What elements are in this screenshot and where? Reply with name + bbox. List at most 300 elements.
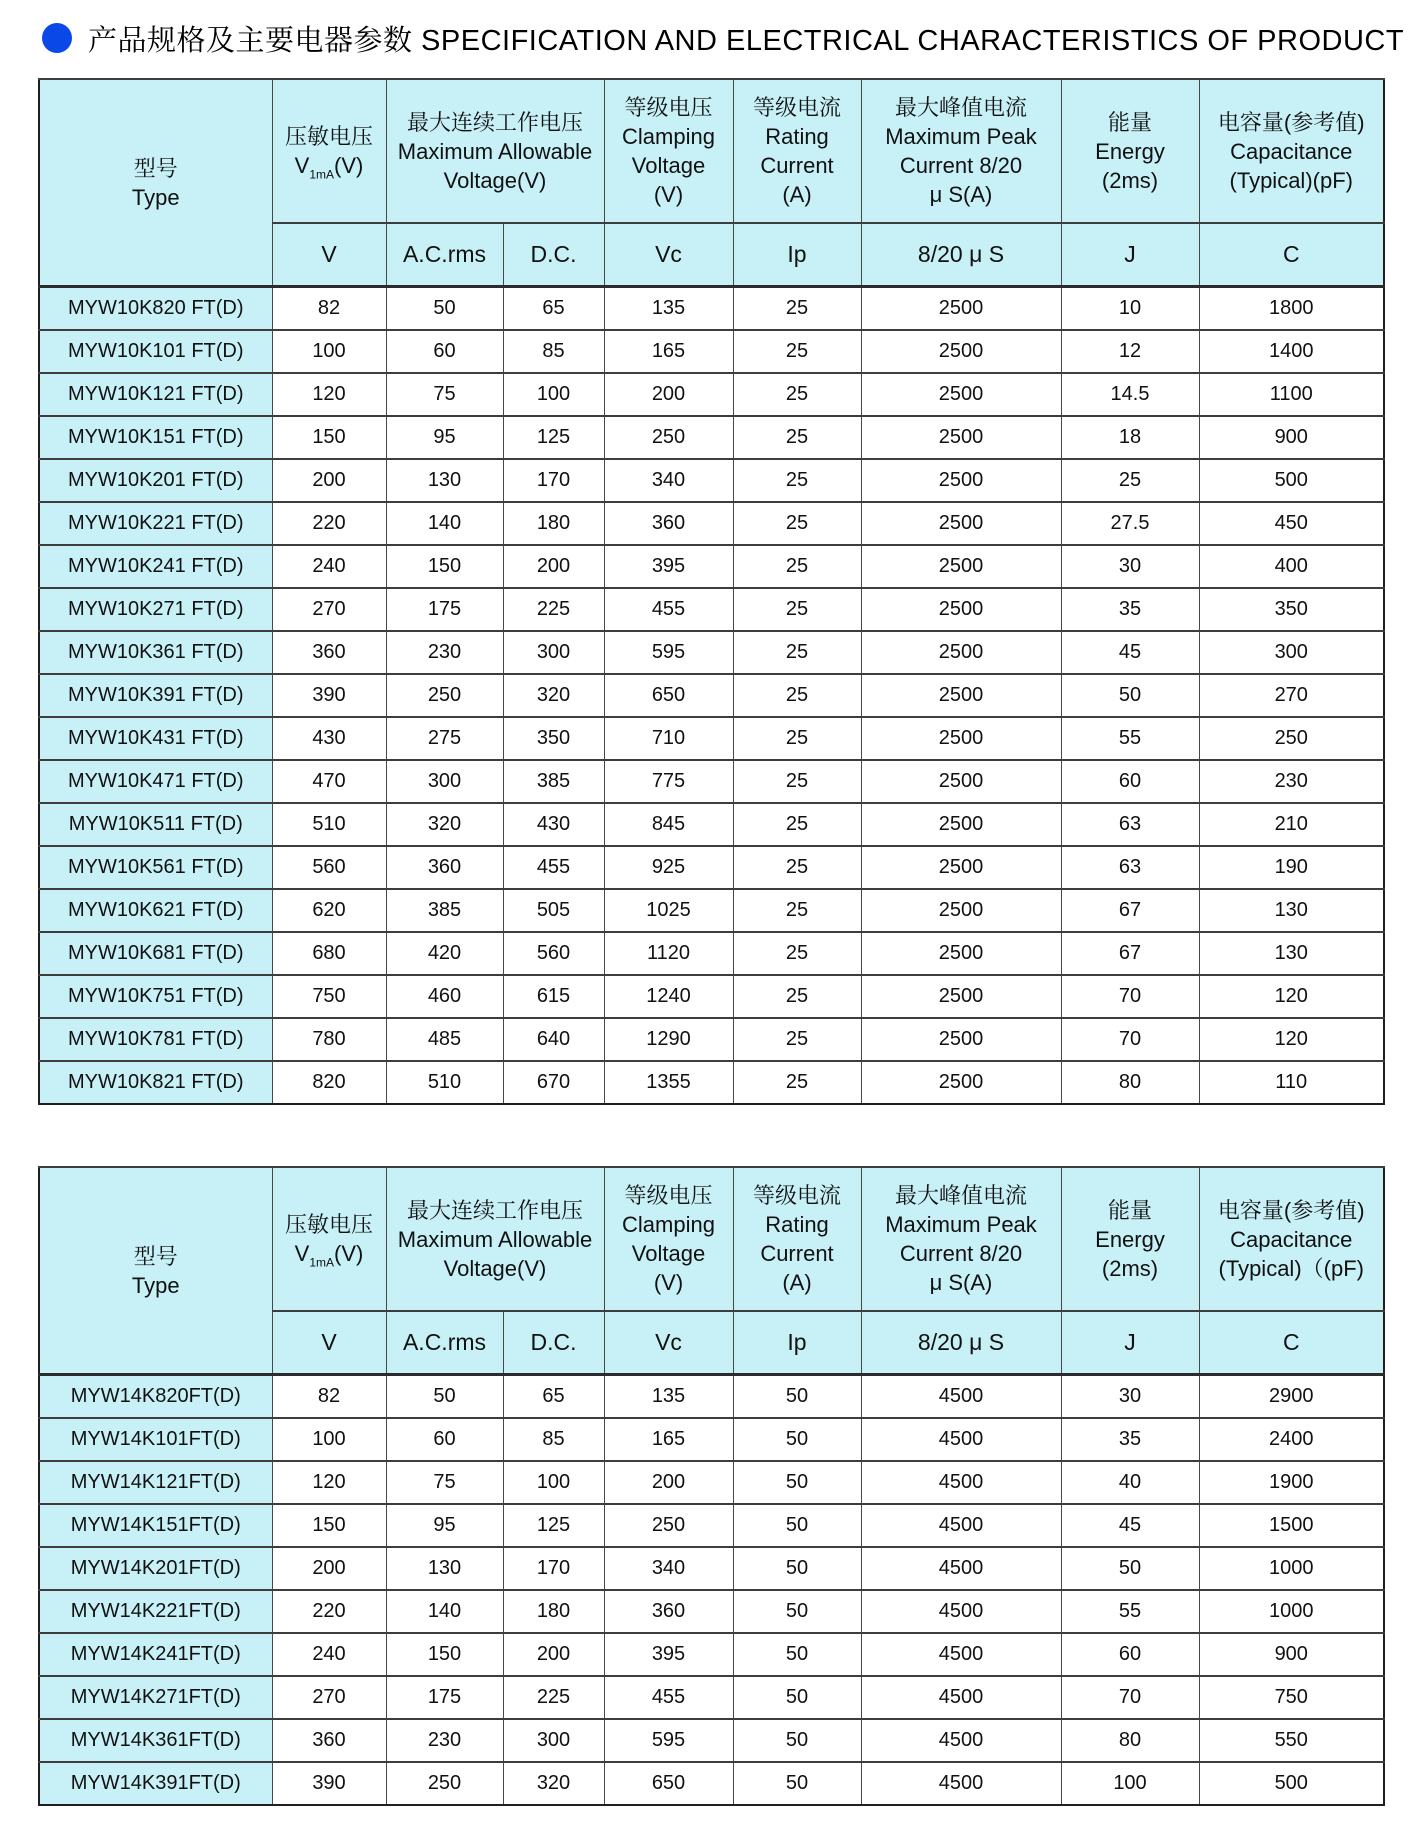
value-cell: 360 [272, 1719, 386, 1762]
header-line: Voltage [631, 1241, 706, 1266]
header-line: 电容量(参考值) [1217, 109, 1365, 135]
value-cell: 200 [503, 1633, 604, 1676]
header-cell [272, 1167, 386, 1311]
header-line: 等级电压 [624, 1183, 713, 1208]
value-cell: 270 [272, 588, 386, 631]
value-cell: 50 [386, 287, 503, 330]
value-cell: 125 [503, 416, 604, 459]
header-line: Voltage [631, 153, 706, 178]
header-line: Type [131, 184, 180, 210]
value-cell: 60 [1061, 1633, 1199, 1676]
value-cell: 500 [1199, 459, 1384, 502]
value-cell: 710 [604, 717, 733, 760]
value-cell: 60 [386, 1418, 503, 1461]
header-line: 最大连续工作电压 [406, 1197, 583, 1223]
value-cell: 125 [503, 1504, 604, 1547]
v1ma-suffix: (V) [334, 1241, 364, 1266]
value-cell: 25 [733, 502, 861, 545]
value-cell: 230 [386, 631, 503, 674]
page-title: 产品规格及主要电器参数 SPECIFICATION AND ELECTRICAL CHARACTERISTICS OF PRODUCT [88, 24, 1405, 57]
value-cell: 130 [1199, 932, 1384, 975]
value-cell: 200 [604, 373, 733, 416]
header-line: 最大峰值电流 [894, 1183, 1027, 1208]
value-cell: 50 [386, 1375, 503, 1418]
value-cell: 180 [503, 1590, 604, 1633]
value-cell: 82 [272, 1375, 386, 1418]
header-line: Clamping [622, 1212, 715, 1237]
value-cell: 95 [386, 1504, 503, 1547]
value-cell: 550 [1199, 1719, 1384, 1762]
header-line: (A) [782, 182, 812, 207]
value-cell: 100 [503, 1461, 604, 1504]
value-cell: 65 [503, 287, 604, 330]
value-cell: 50 [733, 1375, 861, 1418]
value-cell: 200 [272, 459, 386, 502]
value-cell: 100 [503, 373, 604, 416]
value-cell: 25 [733, 545, 861, 588]
value-cell: 240 [272, 545, 386, 588]
value-cell: 4500 [861, 1418, 1061, 1461]
value-cell: 130 [1199, 889, 1384, 932]
value-cell: 1240 [604, 975, 733, 1018]
value-cell: 420 [386, 932, 503, 975]
value-cell: 4500 [861, 1633, 1061, 1676]
header-line: 能量 [1107, 109, 1152, 135]
value-cell: 50 [733, 1418, 861, 1461]
header-line: 最大连续工作电压 [406, 109, 583, 135]
type-cell: MYW10K561 FT(D) [39, 846, 272, 889]
type-cell: MYW14K271FT(D) [39, 1676, 272, 1719]
header-line: Energy [1095, 138, 1165, 164]
value-cell: 2900 [1199, 1375, 1384, 1418]
value-cell: 55 [1061, 717, 1199, 760]
type-cell: MYW10K821 FT(D) [39, 1061, 272, 1104]
table-row [39, 1418, 1384, 1461]
value-cell: 50 [733, 1762, 861, 1805]
table-row [39, 1504, 1384, 1547]
table-row [39, 674, 1384, 717]
value-cell: 750 [1199, 1676, 1384, 1719]
value-cell: 250 [386, 1762, 503, 1805]
value-cell: 100 [272, 1418, 386, 1461]
value-cell: 2500 [861, 459, 1061, 502]
value-cell: 200 [272, 1547, 386, 1590]
type-cell: MYW10K511 FT(D) [39, 803, 272, 846]
value-cell: 2500 [861, 330, 1061, 373]
table-row [39, 545, 1384, 588]
table-row [39, 502, 1384, 545]
header-line: Maximum Peak [885, 1212, 1037, 1237]
value-cell: 50 [1061, 674, 1199, 717]
value-cell: 2400 [1199, 1418, 1384, 1461]
value-cell: 63 [1061, 846, 1199, 889]
value-cell: 775 [604, 760, 733, 803]
type-cell: MYW10K820 FT(D) [39, 287, 272, 330]
value-cell: 50 [1061, 1547, 1199, 1590]
header-line: 电容量(参考值) [1217, 1197, 1365, 1223]
v1ma-prefix: V [294, 153, 310, 178]
value-cell: 150 [272, 416, 386, 459]
value-cell: 650 [604, 674, 733, 717]
value-cell: 25 [733, 674, 861, 717]
value-cell: 400 [1199, 545, 1384, 588]
value-cell: 27.5 [1061, 502, 1199, 545]
value-cell: 25 [733, 459, 861, 502]
subheader-cell: Vc [604, 223, 733, 287]
value-cell: 60 [1061, 760, 1199, 803]
type-cell: MYW14K101FT(D) [39, 1418, 272, 1461]
value-cell: 210 [1199, 803, 1384, 846]
value-cell: 455 [503, 846, 604, 889]
value-cell: 2500 [861, 588, 1061, 631]
value-cell: 925 [604, 846, 733, 889]
type-cell: MYW14K820FT(D) [39, 1375, 272, 1418]
header-line: Voltage(V) [443, 167, 547, 193]
header-cell [1061, 1167, 1199, 1311]
table-head [39, 1167, 1384, 1375]
value-cell: 25 [733, 932, 861, 975]
type-cell: MYW14K201FT(D) [39, 1547, 272, 1590]
value-cell: 2500 [861, 932, 1061, 975]
value-cell: 225 [503, 588, 604, 631]
value-cell: 18 [1061, 416, 1199, 459]
value-cell: 25 [733, 803, 861, 846]
value-cell: 120 [272, 373, 386, 416]
type-cell: MYW14K361FT(D) [39, 1719, 272, 1762]
table-row [39, 1762, 1384, 1805]
header-line: (Typical)(pF) [1229, 167, 1353, 193]
value-cell: 63 [1061, 803, 1199, 846]
subheader-cell: D.C. [503, 223, 604, 287]
value-cell: 430 [503, 803, 604, 846]
value-cell: 200 [604, 1461, 733, 1504]
header-cell [861, 79, 1061, 223]
header-line: 最大峰值电流 [894, 95, 1027, 120]
value-cell: 340 [604, 459, 733, 502]
value-cell: 50 [733, 1547, 861, 1590]
subheader-cell: 8/20 μ S [861, 223, 1061, 287]
value-cell: 95 [386, 416, 503, 459]
value-cell: 25 [1061, 459, 1199, 502]
value-cell: 240 [272, 1633, 386, 1676]
header-line: Rating [765, 1212, 829, 1237]
value-cell: 780 [272, 1018, 386, 1061]
value-cell: 360 [604, 1590, 733, 1633]
header-cell [1061, 79, 1199, 223]
value-cell: 10 [1061, 287, 1199, 330]
value-cell: 75 [386, 373, 503, 416]
value-cell: 85 [503, 1418, 604, 1461]
value-cell: 500 [1199, 1762, 1384, 1805]
value-cell: 320 [386, 803, 503, 846]
value-cell: 300 [503, 631, 604, 674]
subheader-cell: A.C.rms [386, 223, 503, 287]
type-cell: MYW14K241FT(D) [39, 1633, 272, 1676]
value-cell: 275 [386, 717, 503, 760]
type-cell: MYW10K391 FT(D) [39, 674, 272, 717]
value-cell: 25 [733, 975, 861, 1018]
v1ma-prefix: V [294, 1241, 310, 1266]
header-line: 等级电流 [752, 1183, 841, 1208]
header-line: Maximum Allowable [397, 1226, 593, 1252]
value-cell: 25 [733, 287, 861, 330]
value-cell: 4500 [861, 1375, 1061, 1418]
table-row [39, 1633, 1384, 1676]
value-cell: 680 [272, 932, 386, 975]
header-line: (A) [782, 1270, 812, 1295]
value-cell: 25 [733, 889, 861, 932]
value-cell: 230 [386, 1719, 503, 1762]
value-cell: 70 [1061, 1676, 1199, 1719]
header-line: Clamping [622, 124, 715, 149]
value-cell: 250 [1199, 717, 1384, 760]
table-row [39, 631, 1384, 674]
value-cell: 25 [733, 416, 861, 459]
subheader-cell: Ip [733, 1311, 861, 1375]
type-cell: MYW10K241 FT(D) [39, 545, 272, 588]
value-cell: 2500 [861, 717, 1061, 760]
value-cell: 560 [272, 846, 386, 889]
header-cell-type [39, 79, 272, 287]
value-cell: 85 [503, 330, 604, 373]
header-cell [861, 1167, 1061, 1311]
value-cell: 1120 [604, 932, 733, 975]
value-cell: 2500 [861, 889, 1061, 932]
value-cell: 320 [503, 1762, 604, 1805]
table-row [39, 975, 1384, 1018]
type-cell: MYW10K751 FT(D) [39, 975, 272, 1018]
header-cell-type [39, 1167, 272, 1375]
table-row [39, 416, 1384, 459]
value-cell: 340 [604, 1547, 733, 1590]
value-cell: 165 [604, 330, 733, 373]
value-cell: 170 [503, 459, 604, 502]
value-cell: 150 [386, 1633, 503, 1676]
table-row [39, 889, 1384, 932]
header-line: Current [760, 153, 834, 178]
spec-table-myw14k [38, 1166, 1383, 1806]
value-cell: 2500 [861, 287, 1061, 330]
value-cell: 25 [733, 330, 861, 373]
header-line: Maximum Allowable [397, 138, 593, 164]
value-cell: 615 [503, 975, 604, 1018]
type-cell: MYW10K431 FT(D) [39, 717, 272, 760]
type-cell: MYW10K681 FT(D) [39, 932, 272, 975]
value-cell: 350 [503, 717, 604, 760]
header-line: Capacitance [1230, 138, 1353, 164]
v1ma-suffix: (V) [334, 153, 364, 178]
header-cell [733, 79, 861, 223]
value-cell: 150 [386, 545, 503, 588]
value-cell: 2500 [861, 846, 1061, 889]
value-cell: 360 [604, 502, 733, 545]
type-cell: MYW10K781 FT(D) [39, 1018, 272, 1061]
header-cell [733, 1167, 861, 1311]
value-cell: 2500 [861, 631, 1061, 674]
value-cell: 455 [604, 588, 733, 631]
spec-table-myw10k [38, 78, 1383, 1105]
table-row [39, 1461, 1384, 1504]
header-line: 型号 [133, 155, 178, 181]
value-cell: 35 [1061, 588, 1199, 631]
value-cell: 640 [503, 1018, 604, 1061]
value-cell: 67 [1061, 932, 1199, 975]
value-cell: 2500 [861, 803, 1061, 846]
value-cell: 50 [733, 1590, 861, 1633]
value-cell: 45 [1061, 1504, 1199, 1547]
value-cell: 900 [1199, 416, 1384, 459]
value-cell: 270 [272, 1676, 386, 1719]
subheader-cell: V [272, 223, 386, 287]
table-row [39, 373, 1384, 416]
value-cell: 320 [503, 674, 604, 717]
header-cell [272, 79, 386, 223]
value-cell: 4500 [861, 1461, 1061, 1504]
subheader-cell: J [1061, 1311, 1199, 1375]
value-cell: 175 [386, 1676, 503, 1719]
value-cell: 2500 [861, 1061, 1061, 1104]
value-cell: 180 [503, 502, 604, 545]
header-line: (V) [653, 182, 684, 207]
value-cell: 2500 [861, 975, 1061, 1018]
value-cell: 55 [1061, 1590, 1199, 1633]
header-line: Type [131, 1272, 180, 1298]
header-cell [386, 79, 604, 223]
value-cell: 25 [733, 373, 861, 416]
value-cell: 165 [604, 1418, 733, 1461]
header-cell [386, 1167, 604, 1311]
table-row [39, 803, 1384, 846]
value-cell: 390 [272, 1762, 386, 1805]
value-cell: 1000 [1199, 1590, 1384, 1633]
value-cell: 4500 [861, 1504, 1061, 1547]
value-cell: 430 [272, 717, 386, 760]
value-cell: 505 [503, 889, 604, 932]
value-cell: 120 [1199, 1018, 1384, 1061]
value-cell: 100 [272, 330, 386, 373]
value-cell: 2500 [861, 545, 1061, 588]
header-line [273, 151, 386, 180]
value-cell: 35 [1061, 1418, 1199, 1461]
type-cell: MYW14K221FT(D) [39, 1590, 272, 1633]
value-cell: 190 [1199, 846, 1384, 889]
header-line: 等级电流 [752, 95, 841, 120]
type-cell: MYW10K471 FT(D) [39, 760, 272, 803]
value-cell: 120 [1199, 975, 1384, 1018]
value-cell: 1025 [604, 889, 733, 932]
value-cell: 455 [604, 1676, 733, 1719]
table-head [39, 79, 1384, 287]
header-line: (2ms) [1101, 167, 1159, 193]
table-row [39, 1061, 1384, 1104]
value-cell: 67 [1061, 889, 1199, 932]
value-cell: 670 [503, 1061, 604, 1104]
header-line: 压敏电压 [284, 1212, 373, 1237]
value-cell: 1290 [604, 1018, 733, 1061]
value-cell: 140 [386, 502, 503, 545]
subheader-cell: 8/20 μ S [861, 1311, 1061, 1375]
value-cell: 450 [1199, 502, 1384, 545]
value-cell: 200 [503, 545, 604, 588]
value-cell: 60 [386, 330, 503, 373]
value-cell: 170 [503, 1547, 604, 1590]
subheader-cell: C [1199, 223, 1384, 287]
header-line: 等级电压 [624, 95, 713, 120]
value-cell: 1000 [1199, 1547, 1384, 1590]
value-cell: 135 [604, 1375, 733, 1418]
value-cell: 25 [733, 1018, 861, 1061]
page-header [0, 0, 1425, 62]
header-line: 型号 [133, 1243, 178, 1269]
v1ma-subscript: 1mA [309, 1255, 335, 1270]
spec-table [38, 78, 1385, 1105]
value-cell: 350 [1199, 588, 1384, 631]
value-cell: 485 [386, 1018, 503, 1061]
value-cell: 135 [604, 287, 733, 330]
value-cell: 900 [1199, 1633, 1384, 1676]
value-cell: 385 [503, 760, 604, 803]
subheader-cell: C [1199, 1311, 1384, 1375]
value-cell: 225 [503, 1676, 604, 1719]
subheader-cell: V [272, 1311, 386, 1375]
value-cell: 65 [503, 1375, 604, 1418]
value-cell: 650 [604, 1762, 733, 1805]
value-cell: 560 [503, 932, 604, 975]
value-cell: 4500 [861, 1719, 1061, 1762]
value-cell: 595 [604, 1719, 733, 1762]
value-cell: 50 [733, 1719, 861, 1762]
subheader-cell: D.C. [503, 1311, 604, 1375]
header-line: (Typical)（(pF) [1218, 1255, 1364, 1281]
type-cell: MYW14K391FT(D) [39, 1762, 272, 1805]
header-line: Current [760, 1241, 834, 1266]
value-cell: 1100 [1199, 373, 1384, 416]
value-cell: 75 [386, 1461, 503, 1504]
type-cell: MYW10K221 FT(D) [39, 502, 272, 545]
table-row [39, 717, 1384, 760]
value-cell: 510 [272, 803, 386, 846]
header-cell [604, 79, 733, 223]
value-cell: 750 [272, 975, 386, 1018]
value-cell: 70 [1061, 1018, 1199, 1061]
header-line [273, 1239, 386, 1268]
value-cell: 4500 [861, 1590, 1061, 1633]
table-row [39, 1676, 1384, 1719]
value-cell: 25 [733, 846, 861, 889]
value-cell: 1355 [604, 1061, 733, 1104]
header-line: μ S(A) [929, 182, 993, 207]
value-cell: 4500 [861, 1762, 1061, 1805]
value-cell: 50 [733, 1461, 861, 1504]
value-cell: 1500 [1199, 1504, 1384, 1547]
value-cell: 110 [1199, 1061, 1384, 1104]
value-cell: 80 [1061, 1719, 1199, 1762]
type-cell: MYW14K121FT(D) [39, 1461, 272, 1504]
value-cell: 25 [733, 631, 861, 674]
value-cell: 250 [604, 416, 733, 459]
header-line: Capacitance [1230, 1226, 1353, 1252]
subheader-cell: A.C.rms [386, 1311, 503, 1375]
value-cell: 220 [272, 502, 386, 545]
value-cell: 140 [386, 1590, 503, 1633]
table-body [39, 1375, 1384, 1805]
header-line: (V) [653, 1270, 684, 1295]
value-cell: 80 [1061, 1061, 1199, 1104]
value-cell: 50 [733, 1633, 861, 1676]
header-line: Rating [765, 124, 829, 149]
header-cell [1199, 1167, 1384, 1311]
table-row [39, 588, 1384, 631]
